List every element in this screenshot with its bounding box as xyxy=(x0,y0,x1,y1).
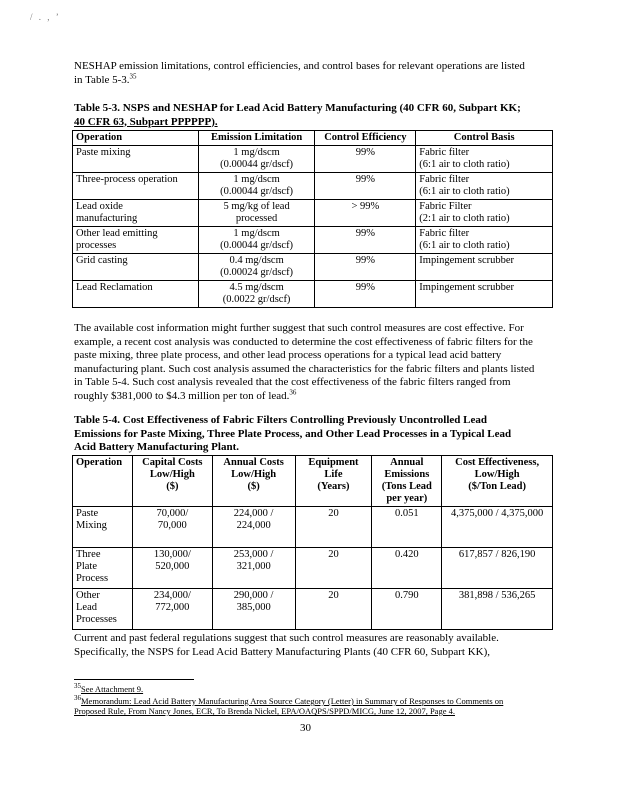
regulations-line-1: Current and past federal regulations suggest that such control measures are reasonably available. xyxy=(74,632,499,644)
table-5-3-caption-line-1: Table 5-3. NSPS and NESHAP for Lead Acid Battery Manufacturing (40 CFR 60, Subpart KK; xyxy=(74,102,521,114)
table-row xyxy=(73,589,553,630)
page-number: 30 xyxy=(300,722,311,734)
cell-annual-emissions: 0.790 xyxy=(372,589,442,630)
table-header-row xyxy=(73,456,553,507)
cell-operation: Paste mixing xyxy=(73,146,199,173)
cost-paragraph-line: paste mixing, three plate process, and other lead process operations for a typical lead acid battery xyxy=(74,349,502,361)
table-5-4-caption-line-1: Table 5-4. Cost Effectiveness of Fabric Filters Controlling Previously Uncontrolled Lead xyxy=(74,414,487,426)
cell-cost-effectiveness: 617,857 / 826,190 xyxy=(442,548,553,589)
header-capital-costs: Capital Costs Low/High ($) xyxy=(132,456,212,507)
cost-paragraph-line: The available cost information might further suggest that such control measures are cost effective. For xyxy=(74,322,524,334)
table-5-4 xyxy=(72,455,553,630)
cost-paragraph-line: roughly $381,000 to $4.3 million per ton of lead. xyxy=(74,389,290,402)
table-row xyxy=(73,548,553,589)
regulations-paragraph xyxy=(74,632,554,659)
footnote-35-number: 35 xyxy=(74,682,81,691)
table-row xyxy=(73,173,553,200)
footnote-36-text-line-2: Proposed Rule, From Nancy Jones, ECR, To Brenda Nickel, EPA/OAQPS/SPPD/MICG, June 12, 2007, Page 4. xyxy=(74,706,455,716)
header-emission-limitation: Emission Limitation xyxy=(198,131,315,146)
cell-control-basis: Fabric filter (6:1 air to cloth ratio) xyxy=(416,146,553,173)
cell-control-efficiency: 99% xyxy=(315,281,416,308)
corner-mark: / . , ’ xyxy=(30,12,61,22)
intro-paragraph xyxy=(74,60,554,87)
cell-operation: Grid casting xyxy=(73,254,199,281)
footnote-36-number: 36 xyxy=(74,694,81,703)
cell-control-efficiency: 99% xyxy=(315,227,416,254)
table-row xyxy=(73,227,553,254)
cost-paragraph xyxy=(74,322,554,403)
cell-equipment-life: 20 xyxy=(295,589,372,630)
cell-operation: Lead oxide manufacturing xyxy=(73,200,199,227)
table-5-3 xyxy=(72,130,553,308)
header-operation: Operation xyxy=(73,456,133,507)
cell-operation: Other lead emitting processes xyxy=(73,227,199,254)
intro-line-2: in Table 5-3. xyxy=(74,73,130,86)
table-row xyxy=(73,254,553,281)
cell-control-basis: Fabric Filter (2:1 air to cloth ratio) xyxy=(416,200,553,227)
intro-line-1: NESHAP emission limitations, control efficiencies, and control bases for relevant operations are listed xyxy=(74,60,525,72)
cell-control-basis: Impingement scrubber xyxy=(416,281,553,308)
table-5-4-caption-line-3: Acid Battery Manufacturing Plant. xyxy=(74,441,239,453)
cost-paragraph-line: in Table 5-4. Such cost analysis revealed that the cost effectiveness of the fabric filters ranged from xyxy=(74,376,511,388)
cell-operation: Paste Mixing xyxy=(73,507,133,548)
cell-equipment-life: 20 xyxy=(295,548,372,589)
cell-capital-costs: 234,000/ 772,000 xyxy=(132,589,212,630)
footnote-ref-35: 35 xyxy=(129,71,137,80)
cell-operation: Three Plate Process xyxy=(73,548,133,589)
header-cost-effectiveness: Cost Effectiveness, Low/High ($/Ton Lead) xyxy=(442,456,553,507)
table-row xyxy=(73,281,553,308)
cell-operation: Three-process operation xyxy=(73,173,199,200)
header-annual-emissions: Annual Emissions (Tons Lead per year) xyxy=(372,456,442,507)
cell-emission-limitation: 0.4 mg/dscm (0.00024 gr/dscf) xyxy=(198,254,315,281)
cell-capital-costs: 130,000/ 520,000 xyxy=(132,548,212,589)
cell-control-efficiency: 99% xyxy=(315,146,416,173)
footnote-ref-36: 36 xyxy=(289,387,297,396)
footnote-35-text: See Attachment 9. xyxy=(81,684,144,694)
cell-annual-emissions: 0.051 xyxy=(372,507,442,548)
cell-equipment-life: 20 xyxy=(295,507,372,548)
header-control-efficiency: Control Efficiency xyxy=(315,131,416,146)
cell-operation: Lead Reclamation xyxy=(73,281,199,308)
cell-emission-limitation: 5 mg/kg of lead processed xyxy=(198,200,315,227)
table-5-3-caption xyxy=(74,102,554,129)
cell-emission-limitation: 1 mg/dscm (0.00044 gr/dscf) xyxy=(198,227,315,254)
cell-cost-effectiveness: 381,898 / 536,265 xyxy=(442,589,553,630)
header-control-basis: Control Basis xyxy=(416,131,553,146)
cell-control-basis: Impingement scrubber xyxy=(416,254,553,281)
footnote-divider xyxy=(74,679,194,680)
cost-paragraph-line: example, a recent cost analysis was conducted to determine the cost effectiveness of fabric filters for the xyxy=(74,335,533,348)
cell-control-basis: Fabric filter (6:1 air to cloth ratio) xyxy=(416,227,553,254)
cell-control-efficiency: 99% xyxy=(315,254,416,281)
footnote-36 xyxy=(74,696,564,716)
footnote-35 xyxy=(74,684,564,694)
cell-control-efficiency: > 99% xyxy=(315,200,416,227)
cost-paragraph-line: manufacturing plant. Such cost analysis assumed the characteristics for the fabric filters and plants listed xyxy=(74,362,535,375)
cell-cost-effectiveness: 4,375,000 / 4,375,000 xyxy=(442,507,553,548)
footnote-36-text-line-1: Memorandum: Lead Acid Battery Manufacturing Area Source Category (Letter) in Summary of Responses to Comments on xyxy=(81,696,504,706)
table-row xyxy=(73,507,553,548)
cell-annual-costs: 290,000 / 385,000 xyxy=(212,589,295,630)
cell-annual-costs: 253,000 / 321,000 xyxy=(212,548,295,589)
table-5-3-caption-line-2: 40 CFR 63, Subpart PPPPPP). xyxy=(74,115,218,128)
table-header-row xyxy=(73,131,553,146)
cell-capital-costs: 70,000/ 70,000 xyxy=(132,507,212,548)
header-annual-costs: Annual Costs Low/High ($) xyxy=(212,456,295,507)
cell-control-basis: Fabric filter (6:1 air to cloth ratio) xyxy=(416,173,553,200)
header-operation: Operation xyxy=(73,131,199,146)
header-equipment-life: Equipment Life (Years) xyxy=(295,456,372,507)
cell-annual-emissions: 0.420 xyxy=(372,548,442,589)
cell-operation: Other Lead Processes xyxy=(73,589,133,630)
table-row xyxy=(73,146,553,173)
table-5-4-caption-line-2: Emissions for Paste Mixing, Three Plate Process, and Other Lead Processes in a Typical Lead xyxy=(74,427,512,440)
cell-annual-costs: 224,000 / 224,000 xyxy=(212,507,295,548)
cell-control-efficiency: 99% xyxy=(315,173,416,200)
cell-emission-limitation: 4.5 mg/dscm (0.0022 gr/dscf) xyxy=(198,281,315,308)
regulations-line-2: Specifically, the NSPS for Lead Acid Battery Manufacturing Plants (40 CFR 60, Subpart KK), xyxy=(74,645,491,658)
table-row xyxy=(73,200,553,227)
cell-emission-limitation: 1 mg/dscm (0.00044 gr/dscf) xyxy=(198,173,315,200)
cell-emission-limitation: 1 mg/dscm (0.00044 gr/dscf) xyxy=(198,146,315,173)
table-5-4-caption xyxy=(74,414,554,455)
